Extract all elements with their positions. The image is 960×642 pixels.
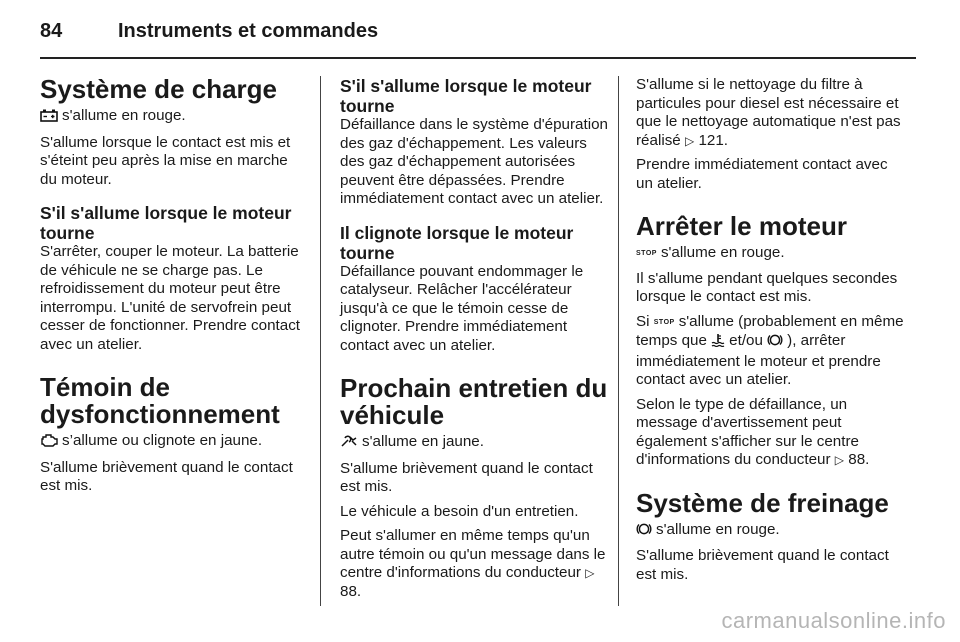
paragraph: S'arrêter, couper le moteur. La batterie de véhicule ne se charge pas. Le refroidissement du moteur peut être interrompu. L'unité de servofrein peut cesser de fonctionner. Prendre contact avec un atelier. xyxy=(40,243,301,353)
paragraph: S'allume brièvement quand le contact est mis. xyxy=(340,459,593,495)
paragraph: Si STOP s'allume (probablement en même temps que et/ou ), arrêter immédiatement le moteur et prendre contact avec un atelier. xyxy=(636,312,904,388)
ref-arrow-icon: ▷ xyxy=(585,566,595,580)
column-1 xyxy=(40,76,308,502)
watermark: carmanualsonline.info xyxy=(721,608,946,633)
paragraph: S'allume brièvement quand le contact est mis. xyxy=(636,547,889,583)
brake-icon xyxy=(767,333,783,353)
subsection-title: S'il s'allume lorsque le moteur tourne xyxy=(40,203,292,243)
paragraph: s'allume en jaune. xyxy=(340,433,608,454)
paragraph: Défaillance dans le système d'épuration des gaz d'échappement. Les valeurs des gaz d'échappement autorisées peuvent être dépassées. Prendre immédiatement contact avec un atelier. xyxy=(340,116,608,207)
section-title-brakes: Système de freinage xyxy=(636,487,889,518)
page-number: 84 xyxy=(40,20,63,42)
stop-text-icon: STOP xyxy=(653,318,675,326)
column-3 xyxy=(636,76,906,590)
page-reference[interactable]: 121. xyxy=(698,131,729,149)
subsection-title: Il clignote lorsque le moteur tourne xyxy=(340,222,574,263)
paragraph: s'allume en rouge. xyxy=(636,521,906,542)
paragraph: Selon le type de défaillance, un message d'avertissement peut également s'afficher sur le centre d'informations du conducteur ▷ 88. xyxy=(636,395,870,468)
page-reference[interactable]: 88. xyxy=(340,582,362,600)
column-divider xyxy=(320,76,321,606)
column-divider xyxy=(618,76,619,606)
page-reference[interactable]: 88. xyxy=(848,451,870,468)
section-title-malfunction: Témoin de dysfonctionnement xyxy=(40,372,280,429)
column-2 xyxy=(340,76,608,607)
paragraph: S'allume si le nettoyage du filtre à particules pour diesel est nécessaire et que le nettoyage automatique n'est pas réalisé ▷ 121. xyxy=(636,76,901,149)
paragraph: Peut s'allumer en même temps qu'un autre témoin ou qu'un message dans le centre d'informations du conducteur ▷ 88. xyxy=(340,527,606,600)
paragraph: S'allume brièvement quand le contact est mis. xyxy=(40,458,293,494)
paragraph: Le véhicule a besoin d'un entretien. xyxy=(340,502,579,520)
paragraph: Défaillance pouvant endommager le catalyseur. Relâcher l'accélérateur jusqu'à ce que le témoin cesse de clignoter. Prendre immédiatement contact avec un atelier. xyxy=(340,262,584,354)
ref-arrow-icon: ▷ xyxy=(684,133,695,148)
paragraph: Il s'allume pendant quelques secondes lorsque le contact est mis. xyxy=(636,269,898,305)
section-title-charging: Système de charge xyxy=(40,74,278,104)
section-title-stop-engine: Arrêter le moteur xyxy=(636,211,847,241)
paragraph: STOP s'allume en rouge. xyxy=(636,244,785,261)
wrench-icon xyxy=(340,435,358,454)
stop-text-icon: STOP xyxy=(636,250,657,257)
paragraph: s’allume ou clignote en jaune. xyxy=(40,432,308,453)
brake-icon xyxy=(636,522,652,542)
page-title: Instruments et commandes xyxy=(118,20,379,42)
ref-arrow-icon: ▷ xyxy=(834,453,845,467)
page-header xyxy=(40,20,378,44)
battery-icon xyxy=(40,109,58,128)
paragraph: S'allume lorsque le contact est mis et s'éteint peu après la mise en marche du moteur. xyxy=(40,133,291,188)
subsection-title: S'il s'allume lorsque le moteur tourne xyxy=(340,76,592,116)
paragraph: Prendre immédiatement contact avec un atelier. xyxy=(636,156,888,192)
section-title-service: Prochain entretien du véhicule xyxy=(340,373,608,430)
paragraph: s'allume en rouge. xyxy=(40,107,308,128)
coolant-icon xyxy=(711,333,725,353)
engine-icon xyxy=(40,433,58,453)
header-rule xyxy=(40,57,916,59)
